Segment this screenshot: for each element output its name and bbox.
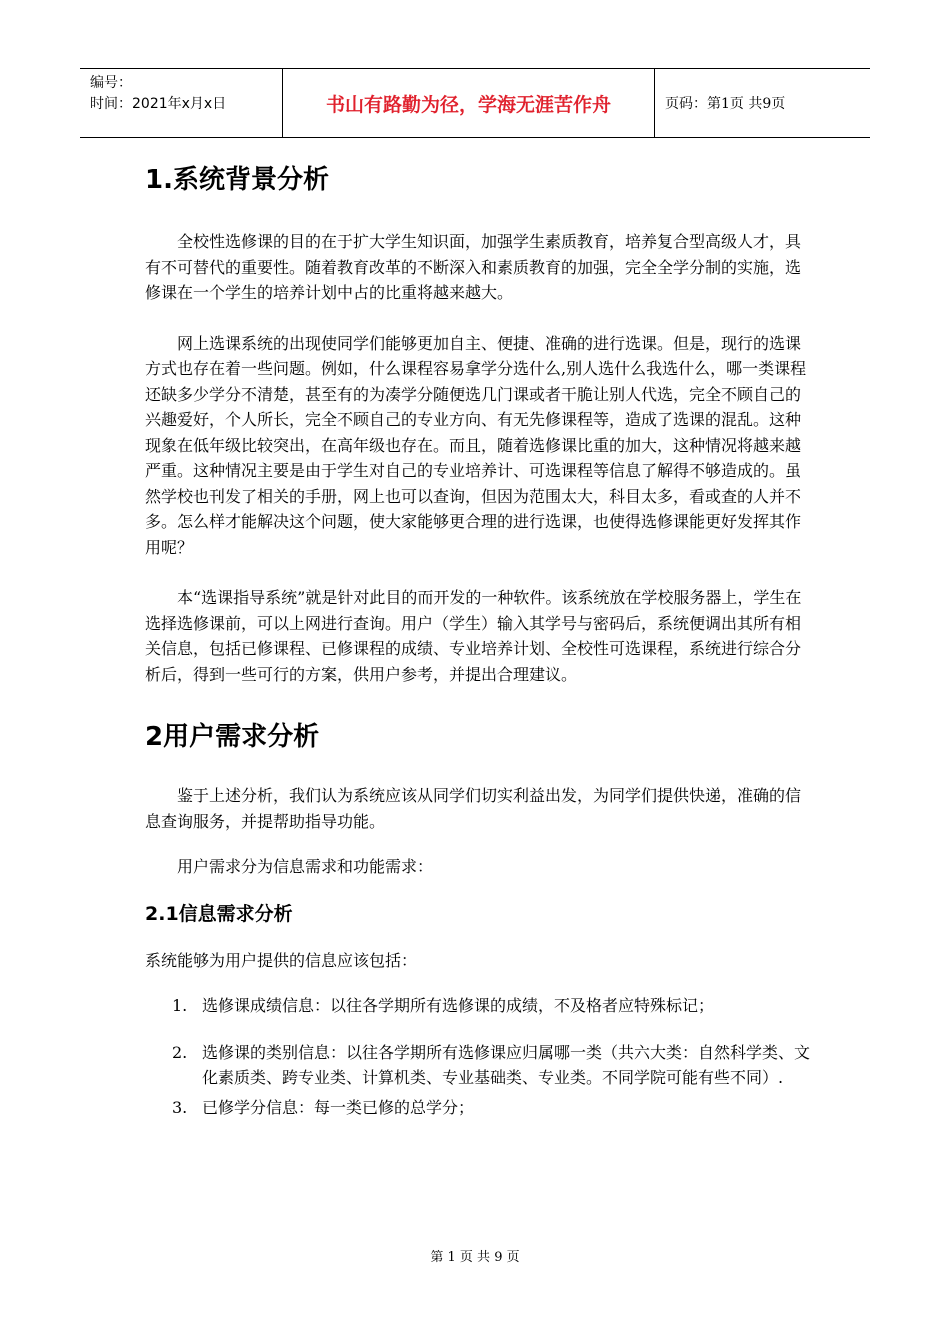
list-item-text: 选修课的类别信息：以往各学期所有选修课应归属哪一类（共六大类：自然科学类、文化素质类、跨专业类、计算机类、专业基础类、专业类。不同学院可能有些不同）.: [202, 1042, 811, 1087]
header-motto: 书山有路勤为径，学海无涯苦作舟: [283, 69, 655, 137]
document-body: [145, 160, 810, 1120]
header-page-info: 页码：第1页 共9页: [665, 96, 786, 112]
page-header: [80, 68, 870, 138]
list-item-number: 3.: [172, 1097, 188, 1117]
list-item-number: 2.: [172, 1042, 188, 1062]
list-item: [145, 993, 810, 1019]
section-2-1-title: 2.1信息需求分析: [145, 902, 293, 925]
list-item-number: 1.: [172, 996, 188, 1015]
time-label: 时间：2021年x月x日: [90, 96, 227, 112]
section-2-paragraph-2: 用户需求分为信息需求和功能需求：: [177, 857, 434, 876]
section-1-paragraph-1: 全校性选修课的目的在于扩大学生知识面，加强学生素质教育，培养复合型高级人才，具有不可替代的重要性。随着教育改革的不断深入和素质教育的加强，完全全学分制的实施，选修课在一个学生的培养计划中占的比重将越来越大。: [145, 232, 802, 302]
list-item: [145, 1040, 810, 1091]
list-item: [145, 1095, 810, 1121]
number-label: 编号：: [90, 75, 132, 91]
section-2-paragraph-1: 鉴于上述分析，我们认为系统应该从同学们切实利益出发，为同学们提供快递，准确的信息查询服务，并提帮助指导功能。: [145, 786, 802, 831]
section-2-1-paragraph-1: 系统能够为用户提供的信息应该包括：: [145, 950, 418, 970]
list-item-text: 选修课成绩信息：以往各学期所有选修课的成绩，不及格者应特殊标记；: [202, 996, 715, 1015]
section-1-paragraph-3: 本“选课指导系统”就是针对此目的而开发的一种软件。该系统放在学校服务器上，学生在选择选修课前，可以上网进行查询。用户（学生）输入其学号与密码后，系统便调出其所有相关信息，包括已修课程、已修课程的成绩、专业培养计划、全校性可选课程，系统进行综合分析后，得到一些可行的方案，供用户参考，并提出合理建议。: [145, 588, 802, 684]
info-requirement-list: [145, 993, 810, 1120]
section-1-title: 1.系统背景分析: [145, 165, 329, 195]
section-1-paragraph-2: 网上选课系统的出现使同学们能够更加自主、便捷、准确的进行选课。但是，现行的选课方式也存在着一些问题。例如，什么课程容易拿学分选什么,别人选什么我选什么，哪一类课程还缺多少学分不清楚，甚至有的为凑学分随便选几门课或者干脆让别人代选，完全不顾自己的兴趣爱好，个人所长，完全不顾自己的专业方向、有无先修课程等，造成了选课的混乱。这种现象在低年级比较突出，在高年级也存在。而且，随着选修课比重的加大，这种情况将越来越严重。这种情况主要是由于学生对自己的专业培养计、可选课程等信息了解得不够造成的。虽然学校也刊发了相关的手册，网上也可以查询，但因为范围太大，科目太多，看或查的人并不多。怎么样才能解决这个问题，使大家能够更合理的进行选课，也使得选修课能更好发挥其作用呢？: [145, 333, 807, 557]
section-2-title: 2用户需求分析: [145, 722, 320, 752]
header-meta: [80, 69, 283, 137]
page-footer: 第 1 页 共 9 页: [430, 1250, 520, 1265]
list-item-text: 已修学分信息：每一类已修的总学分；: [202, 1097, 475, 1117]
